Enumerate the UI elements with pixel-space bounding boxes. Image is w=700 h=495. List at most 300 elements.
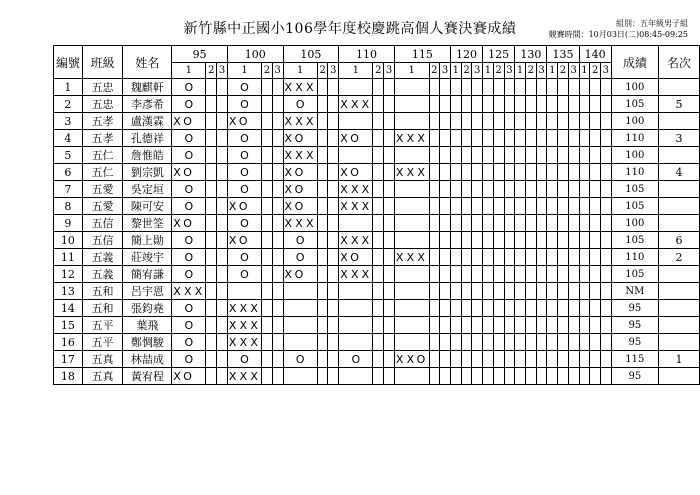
attempt-cell — [493, 96, 504, 113]
attempt-cell — [317, 334, 328, 351]
attempt-cell — [493, 147, 504, 164]
attempt-cell — [217, 96, 228, 113]
attempt-cell — [217, 79, 228, 96]
attempt-cell — [429, 79, 440, 96]
attempt-cell — [504, 79, 515, 96]
attempt-cell — [384, 130, 395, 147]
row-number: 12 — [54, 266, 83, 283]
attempt-cell — [440, 368, 451, 385]
attempt-cell — [568, 317, 579, 334]
attempt-cell — [483, 79, 494, 96]
attempt-cell — [493, 368, 504, 385]
attempt-cell — [272, 300, 283, 317]
attempt-cell — [450, 164, 461, 181]
attempt-cell — [262, 113, 273, 130]
attempt-cell — [394, 79, 429, 96]
attempt-cell — [483, 215, 494, 232]
attempt-header: 3 — [568, 63, 579, 79]
attempt-cell — [579, 317, 590, 334]
attempt-cell — [601, 130, 612, 147]
attempt-cell — [328, 113, 339, 130]
attempt-cell — [493, 215, 504, 232]
attempt-cell — [262, 368, 273, 385]
attempt-cell — [328, 232, 339, 249]
attempt-cell: XXX — [395, 165, 429, 179]
attempt-cell: XXX — [284, 148, 317, 162]
attempt-cell — [547, 266, 558, 283]
attempt-cell — [339, 334, 373, 351]
row-number: 13 — [54, 283, 83, 300]
attempt-cell — [601, 164, 612, 181]
attempt-header: 3 — [384, 63, 395, 79]
attempt-cell — [272, 249, 283, 266]
row-name: 劉宗凱 — [123, 164, 172, 181]
page-title: 新竹縣中正國小106學年度校慶跳高個人賽決賽成績 — [183, 21, 517, 37]
attempt-cell — [339, 300, 373, 317]
attempt-cell — [558, 113, 569, 130]
attempt-cell — [272, 283, 283, 300]
attempt-cell — [450, 283, 461, 300]
attempt-cell — [590, 266, 601, 283]
attempt-cell — [590, 79, 601, 96]
attempt-cell — [339, 147, 373, 164]
attempt-cell — [217, 232, 228, 249]
height-header: 95 — [172, 46, 228, 63]
attempt-cell — [558, 164, 569, 181]
attempt-cell — [472, 147, 483, 164]
attempt-cell — [558, 283, 569, 300]
row-result: 105 — [611, 181, 658, 198]
row-number: 4 — [54, 130, 83, 147]
attempt-cell — [429, 351, 440, 368]
attempt-cell: XXX — [340, 199, 373, 213]
height-header: 130 — [515, 46, 547, 63]
attempt-cell — [568, 96, 579, 113]
table-row — [54, 113, 700, 130]
attempt-cell — [558, 368, 569, 385]
row-number: 16 — [54, 334, 83, 351]
attempt-cell: O — [283, 96, 317, 113]
attempt-cell — [272, 130, 283, 147]
attempt-cell — [262, 79, 273, 96]
attempt-cell — [317, 130, 328, 147]
attempt-cell — [579, 266, 590, 283]
attempt-cell: XO — [172, 215, 206, 232]
attempt-cell — [272, 317, 283, 334]
attempt-cell — [217, 283, 228, 300]
meta-info — [549, 18, 688, 40]
attempt-cell — [429, 113, 440, 130]
table-row — [54, 351, 700, 368]
attempt-cell: O — [172, 79, 206, 96]
attempt-cell — [461, 215, 472, 232]
attempt-cell — [440, 232, 451, 249]
attempt-header: 3 — [504, 63, 515, 79]
row-rank — [658, 283, 699, 300]
attempt-header: 3 — [440, 63, 451, 79]
attempt-cell — [536, 334, 547, 351]
row-result: 100 — [611, 215, 658, 232]
attempt-cell — [394, 317, 429, 334]
attempt-cell — [272, 147, 283, 164]
attempt-cell: XXX — [395, 131, 429, 145]
attempt-cell — [579, 300, 590, 317]
attempt-cell: O — [283, 351, 317, 368]
attempt-cell — [317, 368, 328, 385]
attempt-cell — [283, 334, 317, 351]
attempt-cell — [525, 130, 536, 147]
attempt-cell — [328, 198, 339, 215]
attempt-cell — [394, 215, 429, 232]
attempt-cell — [283, 283, 317, 300]
table-row — [54, 147, 700, 164]
attempt-cell — [601, 215, 612, 232]
attempt-cell: XO — [227, 113, 261, 130]
attempt-cell — [525, 164, 536, 181]
attempt-cell — [483, 147, 494, 164]
table-row — [54, 130, 700, 147]
height-header: 100 — [227, 46, 283, 63]
row-result: 105 — [611, 232, 658, 249]
attempt-header: 1 — [579, 63, 590, 79]
row-class: 五平 — [82, 334, 123, 351]
attempt-cell — [429, 283, 440, 300]
attempt-cell — [328, 317, 339, 334]
attempt-cell — [504, 283, 515, 300]
attempt-cell — [384, 113, 395, 130]
attempt-cell — [483, 181, 494, 198]
attempt-cell — [339, 79, 373, 96]
attempt-header: 3 — [472, 63, 483, 79]
attempt-cell — [440, 351, 451, 368]
attempt-cell — [536, 96, 547, 113]
attempt-cell: O — [172, 232, 206, 249]
table-row — [54, 266, 700, 283]
table-row — [54, 249, 700, 266]
attempt-cell — [384, 147, 395, 164]
attempt-cell — [461, 334, 472, 351]
attempt-cell — [525, 249, 536, 266]
row-number: 3 — [54, 113, 83, 130]
attempt-cell — [483, 266, 494, 283]
attempt-cell: XO — [283, 198, 317, 215]
attempt-cell — [525, 232, 536, 249]
row-result: 100 — [611, 147, 658, 164]
attempt-cell: O — [172, 147, 206, 164]
attempt-header: 1 — [450, 63, 461, 79]
attempt-cell: XXX — [173, 284, 206, 298]
attempt-cell — [558, 266, 569, 283]
attempt-header: 1 — [483, 63, 494, 79]
attempt-cell — [440, 249, 451, 266]
attempt-cell: O — [172, 96, 206, 113]
attempt-cell — [317, 164, 328, 181]
row-class: 五仁 — [82, 164, 123, 181]
attempt-cell — [339, 215, 373, 232]
attempt-cell: XO — [227, 198, 261, 215]
attempt-cell — [262, 283, 273, 300]
header-rank: 名次 — [658, 46, 699, 79]
row-class: 五仁 — [82, 147, 123, 164]
attempt-cell: O — [172, 266, 206, 283]
row-class: 五義 — [82, 266, 123, 283]
attempt-cell — [373, 283, 384, 300]
attempt-cell — [317, 351, 328, 368]
attempt-header: 1 — [339, 63, 373, 79]
attempt-cell — [579, 164, 590, 181]
attempt-cell — [590, 215, 601, 232]
attempt-cell — [429, 96, 440, 113]
attempt-cell — [568, 266, 579, 283]
attempt-cell: XO — [172, 368, 206, 385]
row-name: 盧漢霖 — [123, 113, 172, 130]
attempt-cell — [206, 334, 217, 351]
attempt-header: 2 — [429, 63, 440, 79]
attempt-cell: O — [283, 232, 317, 249]
attempt-cell — [590, 334, 601, 351]
attempt-cell — [547, 317, 558, 334]
attempt-header: 3 — [601, 63, 612, 79]
attempt-cell — [450, 368, 461, 385]
attempt-cell — [472, 368, 483, 385]
attempt-cell — [384, 232, 395, 249]
attempt-cell — [568, 164, 579, 181]
attempt-cell — [579, 249, 590, 266]
attempt-cell: XO — [227, 232, 261, 249]
attempt-cell: XXO — [395, 352, 429, 366]
attempt-header: 2 — [262, 63, 273, 79]
attempt-cell — [558, 215, 569, 232]
attempt-cell — [328, 215, 339, 232]
attempt-cell — [558, 351, 569, 368]
attempt-cell — [515, 181, 526, 198]
table-row — [54, 181, 700, 198]
attempt-cell — [472, 283, 483, 300]
row-rank — [658, 334, 699, 351]
attempt-cell — [601, 351, 612, 368]
attempt-header: 2 — [461, 63, 472, 79]
row-result: 105 — [611, 96, 658, 113]
attempt-cell — [568, 351, 579, 368]
attempt-cell — [317, 283, 328, 300]
attempt-cell — [590, 300, 601, 317]
attempt-cell — [206, 96, 217, 113]
header-result: 成績 — [611, 46, 658, 79]
attempt-cell — [317, 232, 328, 249]
row-number: 7 — [54, 181, 83, 198]
attempt-cell: O — [227, 164, 261, 181]
attempt-cell — [558, 181, 569, 198]
attempt-cell — [384, 198, 395, 215]
attempt-cell — [568, 215, 579, 232]
attempt-cell — [493, 249, 504, 266]
attempt-cell — [394, 300, 429, 317]
attempt-cell — [558, 317, 569, 334]
attempt-cell — [206, 249, 217, 266]
attempt-cell — [450, 96, 461, 113]
height-header: 110 — [339, 46, 395, 63]
attempt-cell — [536, 317, 547, 334]
attempt-cell — [493, 198, 504, 215]
row-number: 2 — [54, 96, 83, 113]
attempt-cell — [558, 130, 569, 147]
attempt-cell — [461, 96, 472, 113]
attempt-cell — [504, 249, 515, 266]
attempt-cell — [472, 181, 483, 198]
attempt-cell — [429, 130, 440, 147]
attempt-cell — [515, 198, 526, 215]
attempt-cell — [483, 283, 494, 300]
attempt-cell — [317, 266, 328, 283]
attempt-cell — [536, 181, 547, 198]
row-result: 95 — [611, 317, 658, 334]
attempt-cell — [373, 147, 384, 164]
row-rank: 5 — [658, 96, 699, 113]
attempt-cell — [450, 317, 461, 334]
attempt-cell — [483, 334, 494, 351]
attempt-cell — [525, 368, 536, 385]
attempt-cell — [262, 198, 273, 215]
attempt-cell — [384, 334, 395, 351]
height-header: 125 — [483, 46, 515, 63]
attempt-cell — [206, 368, 217, 385]
attempt-cell — [328, 300, 339, 317]
row-name: 陳可安 — [123, 198, 172, 215]
row-number: 10 — [54, 232, 83, 249]
attempt-cell — [579, 215, 590, 232]
row-class: 五愛 — [82, 181, 123, 198]
row-class: 五忠 — [82, 79, 123, 96]
row-result: 95 — [611, 300, 658, 317]
row-result: 110 — [611, 164, 658, 181]
row-name: 簡宥謙 — [123, 266, 172, 283]
attempt-cell — [547, 283, 558, 300]
attempt-cell — [493, 181, 504, 198]
attempt-cell — [450, 249, 461, 266]
attempt-cell — [440, 181, 451, 198]
attempt-cell — [328, 266, 339, 283]
attempt-cell — [558, 300, 569, 317]
attempt-cell — [601, 198, 612, 215]
attempt-cell — [373, 317, 384, 334]
attempt-cell — [384, 368, 395, 385]
attempt-cell — [440, 130, 451, 147]
attempt-cell — [272, 198, 283, 215]
attempt-cell — [206, 79, 217, 96]
attempt-cell — [373, 164, 384, 181]
attempt-cell — [440, 283, 451, 300]
row-class: 五義 — [82, 249, 123, 266]
attempt-cell — [558, 198, 569, 215]
row-name: 呂宇恩 — [123, 283, 172, 300]
row-name: 張鈞堯 — [123, 300, 172, 317]
attempt-cell: O — [172, 334, 206, 351]
attempt-cell: XO — [172, 164, 206, 181]
attempt-cell — [328, 96, 339, 113]
row-number: 11 — [54, 249, 83, 266]
attempt-cell — [515, 79, 526, 96]
attempt-cell — [601, 266, 612, 283]
attempt-cell — [472, 334, 483, 351]
attempt-cell: O — [172, 351, 206, 368]
row-rank — [658, 300, 699, 317]
attempt-cell — [217, 113, 228, 130]
attempt-cell — [472, 130, 483, 147]
attempt-cell — [579, 232, 590, 249]
row-name: 黎世筌 — [123, 215, 172, 232]
row-name: 魏麒軒 — [123, 79, 172, 96]
table-row — [54, 164, 700, 181]
row-number: 14 — [54, 300, 83, 317]
attempt-cell — [450, 198, 461, 215]
row-result: 105 — [611, 266, 658, 283]
attempt-cell — [547, 113, 558, 130]
attempt-cell: O — [227, 215, 261, 232]
attempt-cell — [262, 130, 273, 147]
attempt-cell: XXX — [228, 369, 262, 383]
attempt-cell — [590, 96, 601, 113]
attempt-cell — [262, 181, 273, 198]
attempt-cell — [493, 300, 504, 317]
attempt-cell — [536, 266, 547, 283]
attempt-cell — [461, 266, 472, 283]
attempt-cell — [394, 96, 429, 113]
attempt-cell — [536, 198, 547, 215]
attempt-header: 1 — [394, 63, 429, 79]
row-class: 五和 — [82, 283, 123, 300]
attempt-cell — [601, 113, 612, 130]
attempt-cell — [328, 351, 339, 368]
row-rank: 6 — [658, 232, 699, 249]
attempt-cell — [536, 283, 547, 300]
attempt-cell — [568, 113, 579, 130]
attempt-cell — [440, 266, 451, 283]
attempt-cell — [568, 249, 579, 266]
attempt-cell — [547, 334, 558, 351]
attempt-cell — [450, 79, 461, 96]
row-class: 五信 — [82, 232, 123, 249]
attempt-cell — [429, 198, 440, 215]
attempt-cell — [590, 113, 601, 130]
attempt-header: 3 — [217, 63, 228, 79]
attempt-cell — [429, 181, 440, 198]
row-rank: 1 — [658, 351, 699, 368]
attempt-cell — [373, 368, 384, 385]
attempt-cell — [547, 198, 558, 215]
attempt-cell — [272, 164, 283, 181]
attempt-cell — [536, 368, 547, 385]
table-row — [54, 283, 700, 300]
attempt-cell — [525, 79, 536, 96]
attempt-cell — [461, 317, 472, 334]
attempt-cell — [579, 368, 590, 385]
attempt-cell — [373, 215, 384, 232]
row-class: 五愛 — [82, 198, 123, 215]
attempt-cell — [317, 79, 328, 96]
attempt-cell — [461, 368, 472, 385]
attempt-cell — [547, 164, 558, 181]
attempt-cell — [217, 368, 228, 385]
attempt-cell — [483, 164, 494, 181]
row-result: 100 — [611, 79, 658, 96]
attempt-cell — [579, 79, 590, 96]
attempt-cell — [525, 96, 536, 113]
attempt-cell — [450, 215, 461, 232]
attempt-cell — [461, 300, 472, 317]
attempt-cell — [217, 334, 228, 351]
attempt-cell — [373, 334, 384, 351]
attempt-cell — [461, 351, 472, 368]
